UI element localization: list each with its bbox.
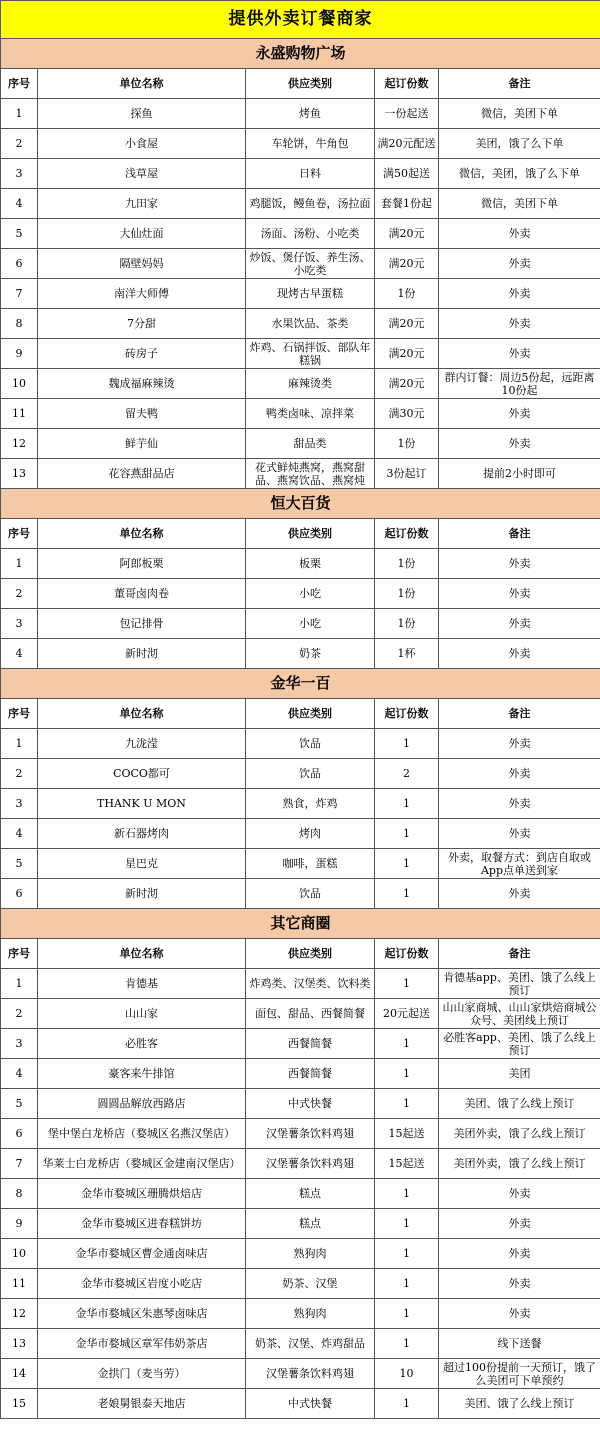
cell-col-index: 11 <box>1 1269 38 1299</box>
column-header-col-min-order: 起订份数 <box>375 699 439 729</box>
cell-col-min-order: 2 <box>375 759 439 789</box>
cell-col-category: 熟食，炸鸡 <box>246 789 375 819</box>
cell-col-remark: 美团、饿了么线上预订 <box>439 1089 600 1119</box>
cell-col-remark: 外卖 <box>439 339 600 369</box>
column-header-col-remark: 备注 <box>439 699 600 729</box>
cell-col-index: 14 <box>1 1359 38 1389</box>
cell-col-min-order: 1 <box>375 879 439 909</box>
section-title: 恒大百货 <box>1 489 600 519</box>
cell-col-name: 花容燕甜品店 <box>38 459 246 489</box>
cell-col-name: 小食屋 <box>38 129 246 159</box>
cell-col-remark: 提前2小时即可 <box>439 459 600 489</box>
table-row <box>1 1059 600 1089</box>
cell-col-min-order: 10 <box>375 1359 439 1389</box>
cell-col-index: 9 <box>1 1209 38 1239</box>
section-title: 金华一百 <box>1 669 600 699</box>
cell-col-remark: 美团，饿了么下单 <box>439 129 600 159</box>
cell-col-category: 饮品 <box>246 879 375 909</box>
cell-col-name: THANK U MON <box>38 789 246 819</box>
cell-col-remark: 山山家商城、山山家烘焙商城公众号、美团线上预订 <box>439 999 600 1029</box>
cell-col-name: 留夫鸭 <box>38 399 246 429</box>
cell-col-min-order: 1 <box>375 1029 439 1059</box>
cell-col-remark: 美团外卖，饿了么线上预订 <box>439 1149 600 1179</box>
cell-col-min-order: 1 <box>375 1389 439 1419</box>
cell-col-name: 华莱士白龙桥店（婺城区金建南汉堡店） <box>38 1149 246 1179</box>
cell-col-category: 饮品 <box>246 729 375 759</box>
cell-col-index: 8 <box>1 309 38 339</box>
cell-col-name: 隔壁妈妈 <box>38 249 246 279</box>
cell-col-remark: 外卖 <box>439 1299 600 1329</box>
cell-col-index: 3 <box>1 609 38 639</box>
cell-col-category: 小吃 <box>246 609 375 639</box>
cell-col-remark: 外卖 <box>439 279 600 309</box>
table-row <box>1 1389 600 1419</box>
column-header-col-name: 单位名称 <box>38 519 246 549</box>
cell-col-index: 5 <box>1 849 38 879</box>
section-header-row <box>1 909 600 939</box>
column-header-col-remark: 备注 <box>439 519 600 549</box>
cell-col-min-order: 满20元 <box>375 369 439 399</box>
cell-col-category: 汉堡薯条饮料鸡翅 <box>246 1359 375 1389</box>
cell-col-remark: 外卖 <box>439 729 600 759</box>
table-row <box>1 399 600 429</box>
cell-col-index: 6 <box>1 879 38 909</box>
cell-col-name: 魏成福麻辣烫 <box>38 369 246 399</box>
table-row <box>1 279 600 309</box>
cell-col-name: 老娘舅银泰天地店 <box>38 1389 246 1419</box>
column-header-col-remark: 备注 <box>439 69 600 99</box>
table-row <box>1 339 600 369</box>
table-row <box>1 1299 600 1329</box>
cell-col-min-order: 1份 <box>375 609 439 639</box>
cell-col-remark: 外卖 <box>439 249 600 279</box>
cell-col-index: 2 <box>1 999 38 1029</box>
cell-col-name: 金华市婺城区珊腾烘焙店 <box>38 1179 246 1209</box>
cell-col-min-order: 满20元 <box>375 249 439 279</box>
cell-col-index: 1 <box>1 99 38 129</box>
section-title: 其它商圈 <box>1 909 600 939</box>
cell-col-name: 必胜客 <box>38 1029 246 1059</box>
cell-col-index: 1 <box>1 729 38 759</box>
cell-col-category: 中式快餐 <box>246 1389 375 1419</box>
cell-col-category: 奶茶、汉堡、炸鸡甜品 <box>246 1329 375 1359</box>
cell-col-index: 13 <box>1 459 38 489</box>
cell-col-name: 肯德基 <box>38 969 246 999</box>
cell-col-index: 6 <box>1 249 38 279</box>
cell-col-min-order: 1 <box>375 1239 439 1269</box>
cell-col-category: 炸鸡类、汉堡类、饮料类 <box>246 969 375 999</box>
cell-col-min-order: 套餐1份起 <box>375 189 439 219</box>
cell-col-name: 新时沏 <box>38 879 246 909</box>
cell-col-name: 金华市婺城区岩度小吃店 <box>38 1269 246 1299</box>
cell-col-index: 2 <box>1 759 38 789</box>
column-header-col-category: 供应类别 <box>246 519 375 549</box>
cell-col-min-order: 1 <box>375 1209 439 1239</box>
cell-col-index: 11 <box>1 399 38 429</box>
cell-col-remark: 外卖 <box>439 879 600 909</box>
cell-col-category: 板栗 <box>246 549 375 579</box>
section-header-row <box>1 669 600 699</box>
cell-col-name: 圆圆品解放西路店 <box>38 1089 246 1119</box>
cell-col-remark: 外卖 <box>439 399 600 429</box>
table-row <box>1 609 600 639</box>
cell-col-min-order: 1 <box>375 729 439 759</box>
table-row <box>1 129 600 159</box>
cell-col-remark: 外卖 <box>439 219 600 249</box>
table-row <box>1 1149 600 1179</box>
table-row <box>1 969 600 999</box>
section-title: 永盛购物广场 <box>1 39 600 69</box>
table-row <box>1 849 600 879</box>
table-row <box>1 249 600 279</box>
cell-col-category: 甜品类 <box>246 429 375 459</box>
table-row <box>1 1179 600 1209</box>
cell-col-remark: 必胜客app、美团、饿了么线上预订 <box>439 1029 600 1059</box>
cell-col-min-order: 1 <box>375 1299 439 1329</box>
cell-col-index: 4 <box>1 1059 38 1089</box>
cell-col-remark: 外卖 <box>439 579 600 609</box>
cell-col-category: 小吃 <box>246 579 375 609</box>
cell-col-name: 阿郎板栗 <box>38 549 246 579</box>
cell-col-remark: 微信，美团下单 <box>439 189 600 219</box>
cell-col-category: 面包、甜品、西餐简餐 <box>246 999 375 1029</box>
column-header-row <box>1 69 600 99</box>
cell-col-remark: 美团、饿了么线上预订 <box>439 1389 600 1419</box>
cell-col-min-order: 1 <box>375 789 439 819</box>
cell-col-min-order: 满20元 <box>375 339 439 369</box>
cell-col-index: 12 <box>1 1299 38 1329</box>
cell-col-category: 日料 <box>246 159 375 189</box>
cell-col-name: 九泷滢 <box>38 729 246 759</box>
cell-col-index: 1 <box>1 549 38 579</box>
table-row <box>1 429 600 459</box>
cell-col-remark: 超过100份提前一天预订，饿了么美团可下单预约 <box>439 1359 600 1389</box>
table-row <box>1 579 600 609</box>
table-row <box>1 1209 600 1239</box>
cell-col-category: 熟狗肉 <box>246 1299 375 1329</box>
table-row <box>1 1269 600 1299</box>
cell-col-name: 浅草屋 <box>38 159 246 189</box>
cell-col-category: 汉堡薯条饮料鸡翅 <box>246 1119 375 1149</box>
cell-col-category: 烤肉 <box>246 819 375 849</box>
cell-col-index: 7 <box>1 1149 38 1179</box>
cell-col-min-order: 满30元 <box>375 399 439 429</box>
cell-col-name: 大仙灶面 <box>38 219 246 249</box>
cell-col-index: 7 <box>1 279 38 309</box>
cell-col-index: 8 <box>1 1179 38 1209</box>
table-row <box>1 549 600 579</box>
cell-col-remark: 外卖 <box>439 549 600 579</box>
cell-col-category: 奶茶、汉堡 <box>246 1269 375 1299</box>
title-row <box>1 1 600 39</box>
cell-col-category: 麻辣烫类 <box>246 369 375 399</box>
cell-col-category: 熟狗肉 <box>246 1239 375 1269</box>
cell-col-category: 鸭类卤味、凉拌菜 <box>246 399 375 429</box>
cell-col-index: 2 <box>1 579 38 609</box>
column-header-row <box>1 939 600 969</box>
cell-col-min-order: 1 <box>375 969 439 999</box>
table-row <box>1 759 600 789</box>
cell-col-category: 饮品 <box>246 759 375 789</box>
table-row <box>1 159 600 189</box>
page-title: 提供外卖订餐商家 <box>1 1 600 39</box>
cell-col-category: 花式鲜炖燕窝，燕窝甜品、燕窝饮品、燕窝炖 <box>246 459 375 489</box>
cell-col-remark: 线下送餐 <box>439 1329 600 1359</box>
table-row <box>1 729 600 759</box>
cell-col-remark: 外卖 <box>439 609 600 639</box>
cell-col-remark: 美团 <box>439 1059 600 1089</box>
cell-col-index: 5 <box>1 219 38 249</box>
section-header-row <box>1 39 600 69</box>
cell-col-remark: 外卖 <box>439 819 600 849</box>
column-header-row <box>1 519 600 549</box>
cell-col-index: 4 <box>1 189 38 219</box>
cell-col-index: 13 <box>1 1329 38 1359</box>
table-row <box>1 1029 600 1059</box>
cell-col-name: 新时沏 <box>38 639 246 669</box>
column-header-col-min-order: 起订份数 <box>375 69 439 99</box>
table-row <box>1 1089 600 1119</box>
cell-col-category: 炒饭、煲仔饭、养生汤、小吃类 <box>246 249 375 279</box>
cell-col-remark: 微信，美团下单 <box>439 99 600 129</box>
cell-col-min-order: 1杯 <box>375 639 439 669</box>
cell-col-min-order: 1 <box>375 849 439 879</box>
cell-col-index: 10 <box>1 1239 38 1269</box>
cell-col-category: 车轮饼，牛角包 <box>246 129 375 159</box>
cell-col-name: COCO都可 <box>38 759 246 789</box>
column-header-col-category: 供应类别 <box>246 939 375 969</box>
cell-col-category: 西餐简餐 <box>246 1029 375 1059</box>
column-header-col-min-order: 起订份数 <box>375 519 439 549</box>
cell-col-min-order: 1份 <box>375 429 439 459</box>
cell-col-name: 砖房子 <box>38 339 246 369</box>
cell-col-min-order: 满20元 <box>375 309 439 339</box>
cell-col-name: 7分甜 <box>38 309 246 339</box>
cell-col-remark: 微信，美团，饿了么下单 <box>439 159 600 189</box>
cell-col-index: 1 <box>1 969 38 999</box>
cell-col-name: 堡中堡白龙桥店（婺城区名燕汉堡店） <box>38 1119 246 1149</box>
cell-col-index: 5 <box>1 1089 38 1119</box>
cell-col-name: 九田家 <box>38 189 246 219</box>
cell-col-min-order: 15起送 <box>375 1149 439 1179</box>
table-row <box>1 309 600 339</box>
cell-col-index: 6 <box>1 1119 38 1149</box>
cell-col-remark: 群内订餐：周边5份起，远距离10份起 <box>439 369 600 399</box>
cell-col-category: 炸鸡、石锅拌饭、部队年糕锅 <box>246 339 375 369</box>
table-row <box>1 189 600 219</box>
cell-col-category: 中式快餐 <box>246 1089 375 1119</box>
cell-col-min-order: 一份起送 <box>375 99 439 129</box>
cell-col-remark: 外卖，取餐方式：到店自取或App点单送到家 <box>439 849 600 879</box>
cell-col-category: 水果饮品、茶类 <box>246 309 375 339</box>
cell-col-min-order: 3份起订 <box>375 459 439 489</box>
cell-col-min-order: 1 <box>375 1179 439 1209</box>
cell-col-category: 糕点 <box>246 1179 375 1209</box>
table-row <box>1 1329 600 1359</box>
cell-col-min-order: 满20元配送 <box>375 129 439 159</box>
cell-col-min-order: 20元起送 <box>375 999 439 1029</box>
cell-col-min-order: 1份 <box>375 579 439 609</box>
table-row <box>1 1239 600 1269</box>
cell-col-category: 烤鱼 <box>246 99 375 129</box>
cell-col-min-order: 1 <box>375 819 439 849</box>
cell-col-min-order: 满20元 <box>375 219 439 249</box>
column-header-col-index: 序号 <box>1 69 38 99</box>
cell-col-category: 鸡腿饭，鳗鱼卷，汤拉面 <box>246 189 375 219</box>
cell-col-remark: 肯德基app、美团、饿了么线上预订 <box>439 969 600 999</box>
cell-col-name: 星巴克 <box>38 849 246 879</box>
cell-col-remark: 外卖 <box>439 1179 600 1209</box>
cell-col-name: 探鱼 <box>38 99 246 129</box>
cell-col-category: 现烤古早蛋糕 <box>246 279 375 309</box>
cell-col-category: 糕点 <box>246 1209 375 1239</box>
cell-col-index: 3 <box>1 1029 38 1059</box>
column-header-row <box>1 699 600 729</box>
cell-col-min-order: 15起送 <box>375 1119 439 1149</box>
cell-col-name: 新石器烤肉 <box>38 819 246 849</box>
column-header-col-category: 供应类别 <box>246 699 375 729</box>
cell-col-index: 15 <box>1 1389 38 1419</box>
column-header-col-name: 单位名称 <box>38 69 246 99</box>
cell-col-index: 12 <box>1 429 38 459</box>
column-header-col-index: 序号 <box>1 699 38 729</box>
cell-col-remark: 外卖 <box>439 789 600 819</box>
table-row <box>1 369 600 399</box>
cell-col-remark: 外卖 <box>439 1269 600 1299</box>
table-row <box>1 879 600 909</box>
cell-col-category: 西餐简餐 <box>246 1059 375 1089</box>
column-header-col-category: 供应类别 <box>246 69 375 99</box>
table-row <box>1 789 600 819</box>
cell-col-name: 金华市婺城区曹金通卤味店 <box>38 1239 246 1269</box>
cell-col-remark: 外卖 <box>439 309 600 339</box>
table-row <box>1 819 600 849</box>
cell-col-name: 包记排骨 <box>38 609 246 639</box>
cell-col-min-order: 1 <box>375 1269 439 1299</box>
cell-col-min-order: 1 <box>375 1089 439 1119</box>
table-row <box>1 99 600 129</box>
column-header-col-min-order: 起订份数 <box>375 939 439 969</box>
cell-col-index: 9 <box>1 339 38 369</box>
cell-col-name: 山山家 <box>38 999 246 1029</box>
cell-col-min-order: 满50起送 <box>375 159 439 189</box>
cell-col-min-order: 1份 <box>375 279 439 309</box>
cell-col-min-order: 1 <box>375 1329 439 1359</box>
cell-col-name: 鲜芋仙 <box>38 429 246 459</box>
table-row <box>1 219 600 249</box>
cell-col-category: 咖啡，蛋糕 <box>246 849 375 879</box>
cell-col-index: 3 <box>1 789 38 819</box>
cell-col-min-order: 1份 <box>375 549 439 579</box>
cell-col-name: 金拱门（麦当劳） <box>38 1359 246 1389</box>
cell-col-category: 汉堡薯条饮料鸡翅 <box>246 1149 375 1179</box>
table-row <box>1 459 600 489</box>
cell-col-remark: 外卖 <box>439 1209 600 1239</box>
cell-col-index: 4 <box>1 639 38 669</box>
column-header-col-remark: 备注 <box>439 939 600 969</box>
column-header-col-index: 序号 <box>1 939 38 969</box>
cell-col-remark: 美团外卖，饿了么线上预订 <box>439 1119 600 1149</box>
cell-col-name: 董哥卤肉卷 <box>38 579 246 609</box>
cell-col-index: 10 <box>1 369 38 399</box>
column-header-col-index: 序号 <box>1 519 38 549</box>
cell-col-name: 豪客来牛排馆 <box>38 1059 246 1089</box>
table-row <box>1 999 600 1029</box>
cell-col-index: 2 <box>1 129 38 159</box>
cell-col-name: 金华市婺城区朱惠琴卤味店 <box>38 1299 246 1329</box>
cell-col-remark: 外卖 <box>439 429 600 459</box>
cell-col-category: 汤面、汤粉、小吃类 <box>246 219 375 249</box>
cell-col-index: 4 <box>1 819 38 849</box>
cell-col-index: 3 <box>1 159 38 189</box>
cell-col-min-order: 1 <box>375 1059 439 1089</box>
cell-col-category: 奶茶 <box>246 639 375 669</box>
column-header-col-name: 单位名称 <box>38 699 246 729</box>
section-header-row <box>1 489 600 519</box>
cell-col-remark: 外卖 <box>439 1239 600 1269</box>
cell-col-name: 金华市婺城区进春糕饼坊 <box>38 1209 246 1239</box>
cell-col-name: 南洋大师傅 <box>38 279 246 309</box>
column-header-col-name: 单位名称 <box>38 939 246 969</box>
table-row <box>1 639 600 669</box>
table-row <box>1 1119 600 1149</box>
cell-col-remark: 外卖 <box>439 639 600 669</box>
table-row <box>1 1359 600 1389</box>
cell-col-remark: 外卖 <box>439 759 600 789</box>
cell-col-name: 金华市婺城区章军伟奶茶店 <box>38 1329 246 1359</box>
